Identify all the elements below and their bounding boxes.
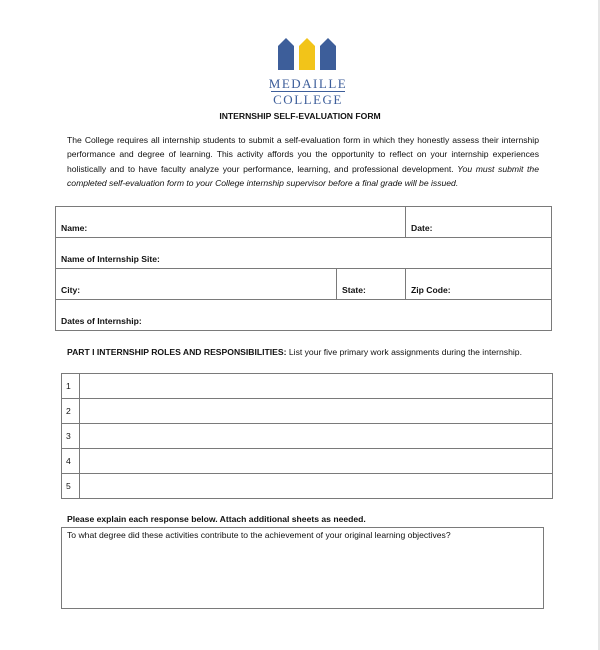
table-row <box>62 424 553 449</box>
zip-code-field[interactable]: Zip Code: <box>406 269 552 300</box>
intro-italic-note: You must submit the completed self-evaluation form to your College internship supervisor before a final grade will be issued. <box>67 163 539 188</box>
logo-wordmark-line2: COLLEGE <box>273 92 343 107</box>
row-number: 3 <box>62 424 80 449</box>
college-logo <box>263 36 353 110</box>
city-field[interactable]: City: <box>56 269 337 300</box>
assignment-cell[interactable] <box>80 449 553 474</box>
explain-instructions: Please explain each response below. Attach additional sheets as needed. <box>67 514 366 524</box>
intro-text: The College requires all internship students to submit a self-evaluation form in which they honestly assess their internship performance and degree of learning. This activity affords you the opportunity to reflect on your internship experiences holistically and to have faculty analyze your performance, learning, and professional development. <box>67 135 539 174</box>
assignment-cell[interactable] <box>80 424 553 449</box>
part1-text: List your five primary work assignments during the internship. <box>288 347 522 357</box>
intro-paragraph <box>67 133 539 190</box>
question1-response-box[interactable] <box>61 527 544 609</box>
row-number: 5 <box>62 474 80 499</box>
table-row <box>62 474 553 499</box>
student-info-table <box>55 206 552 331</box>
table-row <box>62 374 553 399</box>
college-logo-icon <box>276 36 340 70</box>
form-title: INTERNSHIP SELF-EVALUATION FORM <box>219 111 381 121</box>
row-number: 2 <box>62 399 80 424</box>
logo-wordmark-line1: MEDAILLE <box>268 76 348 91</box>
part1-heading: PART I INTERNSHIP ROLES AND RESPONSIBILITIES: <box>67 347 287 357</box>
row-number: 1 <box>62 374 80 399</box>
state-field[interactable]: State: <box>337 269 406 300</box>
table-row <box>62 399 553 424</box>
roles-table <box>61 373 553 499</box>
table-row <box>62 449 553 474</box>
question1-text: To what degree did these activities contribute to the achievement of your original learning objectives? <box>67 530 451 540</box>
internship-site-field[interactable]: Name of Internship Site: <box>56 238 552 269</box>
assignment-cell[interactable] <box>80 399 553 424</box>
name-field[interactable]: Name: <box>56 207 406 238</box>
part1-instructions <box>67 345 539 360</box>
assignment-cell[interactable] <box>80 374 553 399</box>
assignment-cell[interactable] <box>80 474 553 499</box>
dates-of-internship-field[interactable]: Dates of Internship: <box>56 300 552 331</box>
row-number: 4 <box>62 449 80 474</box>
date-field[interactable]: Date: <box>406 207 552 238</box>
